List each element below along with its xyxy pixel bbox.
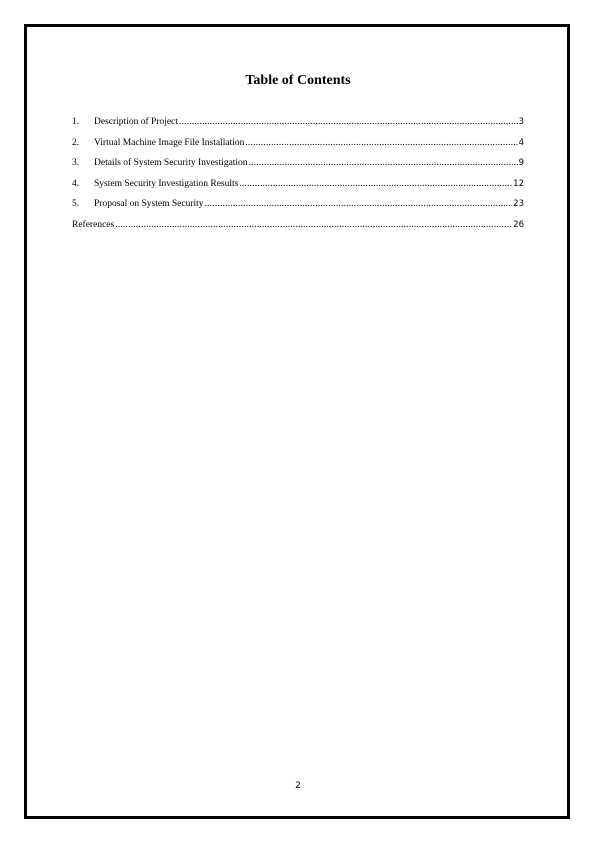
toc-entry-label: Virtual Machine Image File Installation: [94, 137, 245, 148]
toc-dot-leader: [115, 219, 512, 231]
toc-dot-leader: [245, 137, 517, 149]
toc-entry-page: 4: [518, 137, 524, 148]
toc-dot-leader: [205, 198, 513, 210]
toc-entry[interactable]: [72, 137, 524, 158]
toc-entry-page: 9: [518, 158, 524, 168]
toc-entry-page: 23: [513, 199, 524, 209]
toc-dot-leader: [239, 178, 512, 190]
toc-entry[interactable]: [72, 198, 524, 219]
toc-title: Table of Contents: [245, 73, 351, 88]
toc-dot-leader: [249, 157, 518, 169]
page-number: 2: [295, 781, 301, 791]
toc-entry-number: 5.: [72, 199, 80, 209]
toc-entry-references[interactable]: [72, 219, 524, 240]
toc-entry-label: Proposal on System Security: [94, 199, 204, 209]
toc-entry-label: Details of System Security Investigation: [94, 158, 248, 168]
toc-entry-page: 26: [513, 219, 524, 230]
toc-entry-label: References: [72, 219, 115, 230]
toc-list: [72, 116, 524, 239]
toc-entry-number: 4.: [72, 178, 80, 189]
toc-entry-page: 12: [513, 178, 524, 189]
toc-entry-label: Description of Project: [94, 117, 178, 127]
toc-entry[interactable]: [72, 116, 524, 137]
toc-entry-number: 2.: [72, 137, 80, 148]
toc-entry-number: 3.: [72, 158, 80, 168]
toc-entry-number: 1.: [72, 117, 80, 127]
toc-entry[interactable]: [72, 157, 524, 178]
toc-dot-leader: [179, 116, 518, 128]
toc-entry-page: 3: [518, 117, 524, 127]
toc-entry-label: System Security Investigation Results: [94, 178, 239, 189]
toc-entry[interactable]: [72, 178, 524, 199]
